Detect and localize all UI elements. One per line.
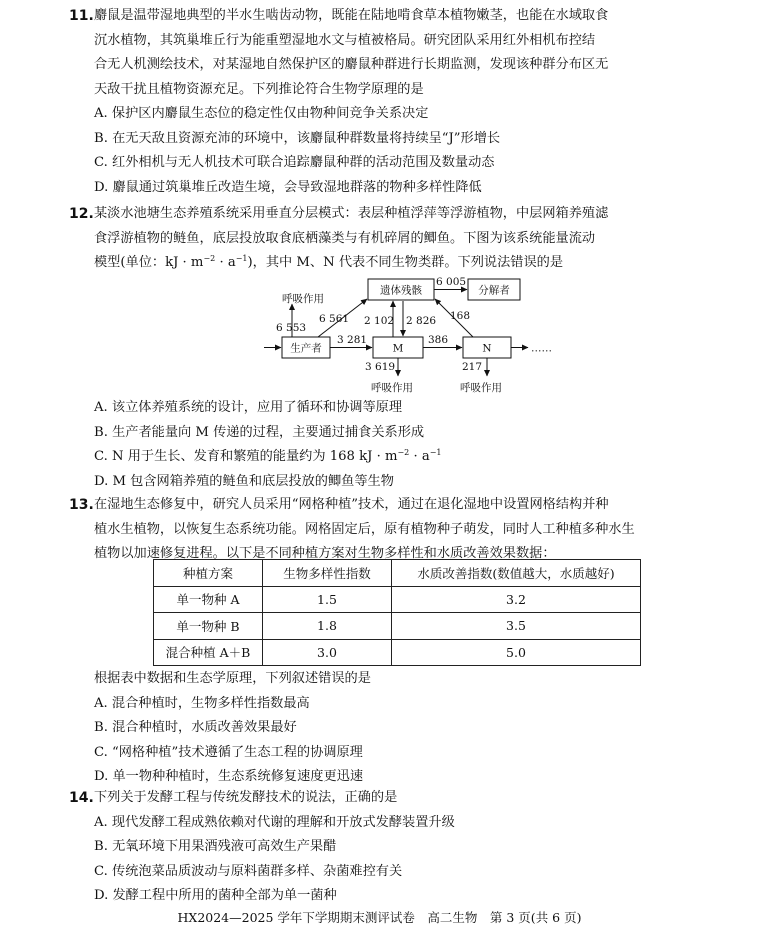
table-cell: 混合种植 A＋B: [154, 639, 263, 666]
value-3619: 3 619: [365, 361, 396, 373]
table-cell: 1.5: [263, 586, 392, 613]
question-13: [69, 493, 714, 567]
table-header: 种植方案: [154, 560, 263, 587]
value-6553: 6 553: [276, 322, 307, 334]
value-2102: 2 102: [364, 315, 395, 327]
respiration-label-m: 呼吸作用: [371, 382, 413, 394]
table-row: [154, 613, 641, 640]
question-stem-line: 沉水植物，其筑巢堆丘行为能重塑湿地水文与植被格局。研究团队采用红外相机布控结: [94, 32, 596, 48]
table-cell: 3.5: [392, 613, 641, 640]
question-number: 14.: [69, 790, 94, 806]
question-stem-line: 天敌干扰且植物资源充足。下列推论符合生物学原理的是: [94, 81, 424, 97]
option-a: A. 该立体养殖系统的设计，应用了循环和协调等原理: [94, 400, 403, 415]
page-footer: HX2024—2025 学年下学期期末测评试卷 高二生物 第 3 页(共 6 页): [177, 910, 582, 925]
value-168: 168: [450, 310, 471, 322]
table-header: 生物多样性指数: [263, 560, 392, 587]
stem-text: 模型(单位：kJ · m: [94, 255, 204, 270]
n-label: N: [482, 342, 492, 355]
option-c: [94, 445, 714, 470]
option-d: D. 单一物种种植时，生态系统修复速度更迅速: [94, 769, 364, 784]
value-3281: 3 281: [337, 334, 368, 346]
option-a: A. 混合种植时，生物多样性指数最高: [94, 695, 310, 711]
question-number: 11.: [69, 8, 94, 24]
stem-text: )，其中 M、N 代表不同生物类群。下列说法错误的是: [247, 255, 564, 270]
question-12: [69, 202, 714, 276]
question-stem-line: 某淡水池塘生态养殖系统采用垂直分层模式：表层种植浮萍等浮游植物，中层网箱养殖滤: [94, 206, 609, 221]
option-c: C. 红外相机与无人机技术可联合追踪麝鼠种群的活动范围及数量动态: [94, 155, 495, 170]
option-text: C. N 用于生长、发育和繁殖的能量约为 168 kJ · m: [94, 449, 398, 464]
option-b: B. 混合种植时，水质改善效果最好: [94, 720, 297, 735]
option-b: B. 生产者能量向 M 传递的过程，主要通过捕食关系形成: [94, 424, 425, 440]
option-c: C. “网格种植”技术遵循了生态工程的协调原理: [94, 744, 363, 760]
respiration-label-n: 呼吸作用: [460, 382, 502, 394]
question-11: [69, 4, 714, 200]
question-stem-line: 植物以加速修复进程。以下是不同种植方案对生物多样性和水质改善效果数据：: [94, 546, 556, 561]
option-c: C. 传统泡菜品质波动与原料菌群多样、杂菌难控有关: [94, 863, 403, 879]
planting-data-table: [153, 559, 641, 666]
option-b: B. 在无天敌且资源充沛的环境中，该麝鼠种群数量将持续呈“J”形增长: [94, 130, 501, 146]
option-d: D. M 包含网箱养殖的鲢鱼和底层投放的鲫鱼等生物: [94, 473, 394, 489]
question-stem-line: 合无人机测绘技术，对某湿地自然保护区的麝鼠种群进行长期监测，发现该种群分布区无: [94, 57, 609, 72]
option-text: · a: [409, 449, 430, 464]
value-217: 217: [462, 361, 483, 373]
exponent: −1: [429, 448, 442, 457]
question-prompt: 根据表中数据和生态学原理，下列叙述错误的是: [94, 671, 371, 686]
decomposer-label: 分解者: [478, 284, 510, 297]
exponent: −1: [235, 254, 248, 263]
option-d: D. 发酵工程中所用的菌种全部为单一菌种: [94, 888, 337, 903]
producer-label: 生产者: [290, 342, 322, 355]
respiration-label-producer: 呼吸作用: [282, 293, 324, 305]
question-number: 12.: [69, 206, 94, 222]
table-cell: 3.2: [392, 586, 641, 613]
table-header-row: [154, 560, 641, 587]
value-2826: 2 826: [406, 315, 437, 327]
table-cell: 3.0: [263, 639, 392, 666]
m-label: M: [392, 342, 404, 355]
table-row: [154, 639, 641, 666]
option-a: A. 现代发酵工程成熟依赖对代谢的理解和开放式发酵装置升级: [94, 814, 455, 830]
value-6561: 6 561: [319, 313, 350, 325]
option-d: D. 麝鼠通过筑巢堆丘改造生境，会导致湿地群落的物种多样性降低: [94, 179, 482, 195]
table-cell: 1.8: [263, 613, 392, 640]
exponent: −2: [203, 254, 216, 263]
question-13-options: [94, 667, 714, 790]
table-cell: 单一物种 B: [154, 613, 263, 640]
question-stem-line: 植水生植物，以恢复生态系统功能。网格固定后，原有植物种子萌发，同时人工种植多种水生: [94, 521, 635, 537]
exponent: −2: [397, 448, 410, 457]
value-6005: 6 005: [436, 276, 467, 288]
question-number: 13.: [69, 497, 94, 513]
table-cell: 单一物种 A: [154, 586, 263, 613]
table-cell: 5.0: [392, 639, 641, 666]
table-row: [154, 586, 641, 613]
question-12-options: [94, 396, 714, 494]
question-14: [69, 786, 714, 909]
option-a: A. 保护区内麝鼠生态位的稳定性仅由物种间竞争关系决定: [94, 106, 429, 121]
continuation-dots: ……: [531, 342, 552, 355]
energy-flow-diagram: [262, 272, 552, 398]
question-stem-line: 食浮游植物的鲢鱼，底层投放取食底栖藻类与有机碎屑的鲫鱼。下图为该系统能量流动: [94, 230, 596, 246]
question-stem-line: 在湿地生态修复中，研究人员采用“网格种植”技术，通过在退化湿地中设置网格结构并种: [94, 497, 609, 512]
question-stem-line: 麝鼠是温带湿地典型的半水生啮齿动物，既能在陆地啃食草本植物嫩茎，也能在水域取食: [94, 8, 609, 23]
stem-text: · a: [215, 255, 236, 270]
value-386: 386: [428, 334, 449, 346]
option-b: B. 无氧环境下用果酒残液可高效生产果醋: [94, 839, 337, 854]
remains-label: 遗体残骸: [380, 284, 422, 297]
question-stem-line: 下列关于发酵工程与传统发酵技术的说法，正确的是: [94, 790, 398, 805]
table-header: 水质改善指数(数值越大，水质越好): [392, 560, 641, 587]
